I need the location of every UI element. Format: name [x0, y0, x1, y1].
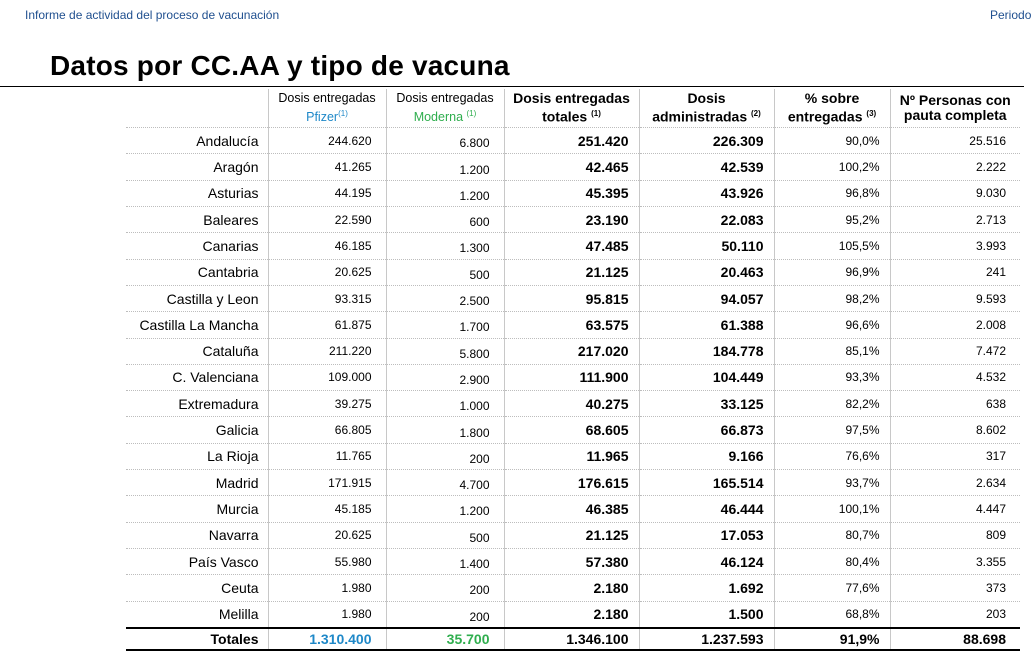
col-header-pfizer [268, 89, 386, 128]
cell-moderna: 500 [386, 259, 504, 285]
cell-pfizer: 244.620 [268, 128, 386, 154]
col-header-pct-top: % sobre [804, 90, 860, 107]
cell-entregadas: 2.180 [504, 601, 639, 628]
cell-administradas: 20.463 [639, 259, 774, 285]
cell-moderna: 600 [386, 207, 504, 233]
cell-personas: 373 [890, 575, 1020, 601]
cell-porcentaje: 85,1% [774, 338, 890, 364]
cell-administradas: 61.388 [639, 312, 774, 338]
cell-pfizer: 61.875 [268, 312, 386, 338]
cell-region: País Vasco [126, 548, 268, 574]
cell-moderna: 1.400 [386, 548, 504, 574]
cell-personas: 25.516 [890, 128, 1020, 154]
cell-pfizer: 171.915 [268, 470, 386, 496]
cell-region: Navarra [126, 522, 268, 548]
cell-moderna: 1.300 [386, 233, 504, 259]
table-row [126, 154, 1020, 180]
cell-region: Cataluña [126, 338, 268, 364]
table-row [126, 470, 1020, 496]
cell-porcentaje: 76,6% [774, 443, 890, 469]
table-header-row [126, 89, 1020, 128]
cell-entregadas: 47.485 [504, 233, 639, 259]
cell-moderna: 1.700 [386, 312, 504, 338]
cell-porcentaje: 96,9% [774, 259, 890, 285]
cell-personas: 809 [890, 522, 1020, 548]
cell-personas: 4.532 [890, 364, 1020, 390]
cell-porcentaje: 98,2% [774, 285, 890, 311]
col-header-totales-sub: totales [542, 108, 588, 125]
table-row [126, 128, 1020, 154]
cell-region: La Rioja [126, 443, 268, 469]
cell-entregadas: 176.615 [504, 470, 639, 496]
cell-region: Extremadura [126, 391, 268, 417]
cell-pfizer: 11.765 [268, 443, 386, 469]
cell-porcentaje: 77,6% [774, 575, 890, 601]
cell-porcentaje: 93,3% [774, 364, 890, 390]
cell-administradas: 33.125 [639, 391, 774, 417]
cell-personas: 3.993 [890, 233, 1020, 259]
cell-personas: 8.602 [890, 417, 1020, 443]
table-row [126, 443, 1020, 469]
cell-porcentaje: 82,2% [774, 391, 890, 417]
totals-pfizer: 1.310.400 [268, 628, 386, 650]
cell-personas: 4.447 [890, 496, 1020, 522]
totals-administradas: 1.237.593 [639, 628, 774, 650]
table-row [126, 312, 1020, 338]
cell-entregadas: 11.965 [504, 443, 639, 469]
cell-administradas: 1.692 [639, 575, 774, 601]
cell-moderna: 2.500 [386, 285, 504, 311]
cell-personas: 2.713 [890, 207, 1020, 233]
cell-region: Murcia [126, 496, 268, 522]
cell-moderna: 1.200 [386, 180, 504, 206]
cell-entregadas: 63.575 [504, 312, 639, 338]
cell-pfizer: 66.805 [268, 417, 386, 443]
cell-region: Asturias [126, 180, 268, 206]
cell-moderna: 2.900 [386, 364, 504, 390]
table-row [126, 575, 1020, 601]
cell-moderna: 500 [386, 522, 504, 548]
cell-personas: 2.222 [890, 154, 1020, 180]
table-row [126, 233, 1020, 259]
col-header-totales [504, 89, 639, 128]
cell-entregadas: 2.180 [504, 575, 639, 601]
col-header-admin-top: Dosis [687, 90, 726, 107]
cell-personas: 3.355 [890, 548, 1020, 574]
cell-moderna: 200 [386, 575, 504, 601]
cell-personas: 2.008 [890, 312, 1020, 338]
col-header-personas-top: Nº Personas con [899, 92, 1011, 109]
cell-entregadas: 111.900 [504, 364, 639, 390]
cell-personas: 638 [890, 391, 1020, 417]
cell-pfizer: 20.625 [268, 259, 386, 285]
col-header-totales-sup: (1) [591, 109, 601, 119]
cell-region: Andalucía [126, 128, 268, 154]
cell-moderna: 200 [386, 443, 504, 469]
cell-personas: 2.634 [890, 470, 1020, 496]
page-title: Datos por CC.AA y tipo de vacuna [50, 50, 510, 81]
cell-administradas: 22.083 [639, 207, 774, 233]
title-divider [0, 86, 1024, 87]
cell-pfizer: 22.590 [268, 207, 386, 233]
cell-personas: 9.593 [890, 285, 1020, 311]
table-row [126, 207, 1020, 233]
cell-porcentaje: 90,0% [774, 128, 890, 154]
cell-entregadas: 95.815 [504, 285, 639, 311]
cell-administradas: 226.309 [639, 128, 774, 154]
totals-label: Totales [126, 628, 268, 650]
cell-personas: 241 [890, 259, 1020, 285]
cell-moderna: 1.800 [386, 417, 504, 443]
cell-region: Aragón [126, 154, 268, 180]
cell-region: C. Valenciana [126, 364, 268, 390]
vaccination-table [126, 89, 1020, 651]
totals-porcentaje: 91,9% [774, 628, 890, 650]
cell-pfizer: 109.000 [268, 364, 386, 390]
cell-pfizer: 211.220 [268, 338, 386, 364]
col-header-moderna-sub: Moderna [413, 110, 464, 125]
col-header-pfizer-sub: Pfizer [306, 110, 339, 125]
col-header-pct-sub: entregadas [787, 108, 863, 125]
report-period-label: Periodo [990, 8, 1031, 22]
table-row [126, 259, 1020, 285]
col-header-personas-sub: pauta completa [903, 107, 1007, 124]
cell-entregadas: 21.125 [504, 522, 639, 548]
cell-moderna: 6.800 [386, 128, 504, 154]
cell-administradas: 94.057 [639, 285, 774, 311]
col-header-porcentaje [774, 89, 890, 128]
cell-region: Madrid [126, 470, 268, 496]
cell-entregadas: 68.605 [504, 417, 639, 443]
cell-entregadas: 46.385 [504, 496, 639, 522]
cell-porcentaje: 100,2% [774, 154, 890, 180]
cell-entregadas: 217.020 [504, 338, 639, 364]
totals-entregadas: 1.346.100 [504, 628, 639, 650]
cell-administradas: 104.449 [639, 364, 774, 390]
cell-pfizer: 39.275 [268, 391, 386, 417]
cell-pfizer: 1.980 [268, 575, 386, 601]
cell-moderna: 4.700 [386, 470, 504, 496]
table-row [126, 338, 1020, 364]
col-header-admin-sub: administradas [652, 108, 748, 125]
cell-entregadas: 42.465 [504, 154, 639, 180]
cell-personas: 7.472 [890, 338, 1020, 364]
cell-porcentaje: 97,5% [774, 417, 890, 443]
cell-administradas: 50.110 [639, 233, 774, 259]
cell-pfizer: 44.195 [268, 180, 386, 206]
totals-moderna: 35.700 [386, 628, 504, 650]
cell-administradas: 66.873 [639, 417, 774, 443]
table-row [126, 180, 1020, 206]
cell-pfizer: 1.980 [268, 601, 386, 628]
cell-administradas: 46.124 [639, 548, 774, 574]
cell-administradas: 42.539 [639, 154, 774, 180]
cell-region: Cantabria [126, 259, 268, 285]
cell-personas: 9.030 [890, 180, 1020, 206]
table-row [126, 285, 1020, 311]
cell-porcentaje: 95,2% [774, 207, 890, 233]
totals-row [126, 628, 1020, 650]
cell-pfizer: 20.625 [268, 522, 386, 548]
cell-entregadas: 21.125 [504, 259, 639, 285]
cell-region: Melilla [126, 601, 268, 628]
cell-moderna: 1.000 [386, 391, 504, 417]
cell-administradas: 184.778 [639, 338, 774, 364]
col-header-personas [890, 89, 1020, 128]
cell-porcentaje: 96,6% [774, 312, 890, 338]
cell-moderna: 200 [386, 601, 504, 628]
cell-porcentaje: 100,1% [774, 496, 890, 522]
cell-region: Castilla La Mancha [126, 312, 268, 338]
totals-personas: 88.698 [890, 628, 1020, 650]
cell-pfizer: 45.185 [268, 496, 386, 522]
col-header-administradas [639, 89, 774, 128]
table-row [126, 548, 1020, 574]
report-header-title: Informe de actividad del proceso de vacunación [25, 8, 280, 22]
cell-pfizer: 46.185 [268, 233, 386, 259]
cell-entregadas: 45.395 [504, 180, 639, 206]
cell-moderna: 1.200 [386, 496, 504, 522]
cell-pfizer: 55.980 [268, 548, 386, 574]
cell-porcentaje: 80,4% [774, 548, 890, 574]
cell-moderna: 5.800 [386, 338, 504, 364]
col-header-pfizer-sup: (1) [338, 109, 348, 118]
col-header-pfizer-top: Dosis entregadas [278, 91, 376, 105]
cell-administradas: 165.514 [639, 470, 774, 496]
cell-porcentaje: 93,7% [774, 470, 890, 496]
cell-porcentaje: 68,8% [774, 601, 890, 628]
cell-entregadas: 251.420 [504, 128, 639, 154]
table-row [126, 496, 1020, 522]
cell-porcentaje: 96,8% [774, 180, 890, 206]
cell-moderna: 1.200 [386, 154, 504, 180]
cell-pfizer: 41.265 [268, 154, 386, 180]
cell-entregadas: 57.380 [504, 548, 639, 574]
col-header-pct-sup: (3) [866, 109, 877, 119]
cell-region: Ceuta [126, 575, 268, 601]
cell-region: Baleares [126, 207, 268, 233]
cell-personas: 317 [890, 443, 1020, 469]
col-header-region [126, 89, 268, 128]
col-header-moderna-top: Dosis entregadas [396, 91, 494, 105]
table-row [126, 364, 1020, 390]
cell-region: Canarias [126, 233, 268, 259]
col-header-moderna-sup: (1) [466, 109, 477, 118]
cell-administradas: 43.926 [639, 180, 774, 206]
cell-entregadas: 23.190 [504, 207, 639, 233]
cell-administradas: 17.053 [639, 522, 774, 548]
cell-personas: 203 [890, 601, 1020, 628]
cell-entregadas: 40.275 [504, 391, 639, 417]
table-row [126, 601, 1020, 628]
cell-administradas: 1.500 [639, 601, 774, 628]
cell-porcentaje: 80,7% [774, 522, 890, 548]
cell-region: Galicia [126, 417, 268, 443]
cell-porcentaje: 105,5% [774, 233, 890, 259]
cell-region: Castilla y Leon [126, 285, 268, 311]
table-row [126, 391, 1020, 417]
cell-pfizer: 93.315 [268, 285, 386, 311]
table-row [126, 522, 1020, 548]
table-row [126, 417, 1020, 443]
cell-administradas: 9.166 [639, 443, 774, 469]
col-header-admin-sup: (2) [751, 109, 761, 119]
col-header-totales-top: Dosis entregadas [513, 90, 630, 107]
col-header-moderna [386, 89, 504, 128]
cell-administradas: 46.444 [639, 496, 774, 522]
